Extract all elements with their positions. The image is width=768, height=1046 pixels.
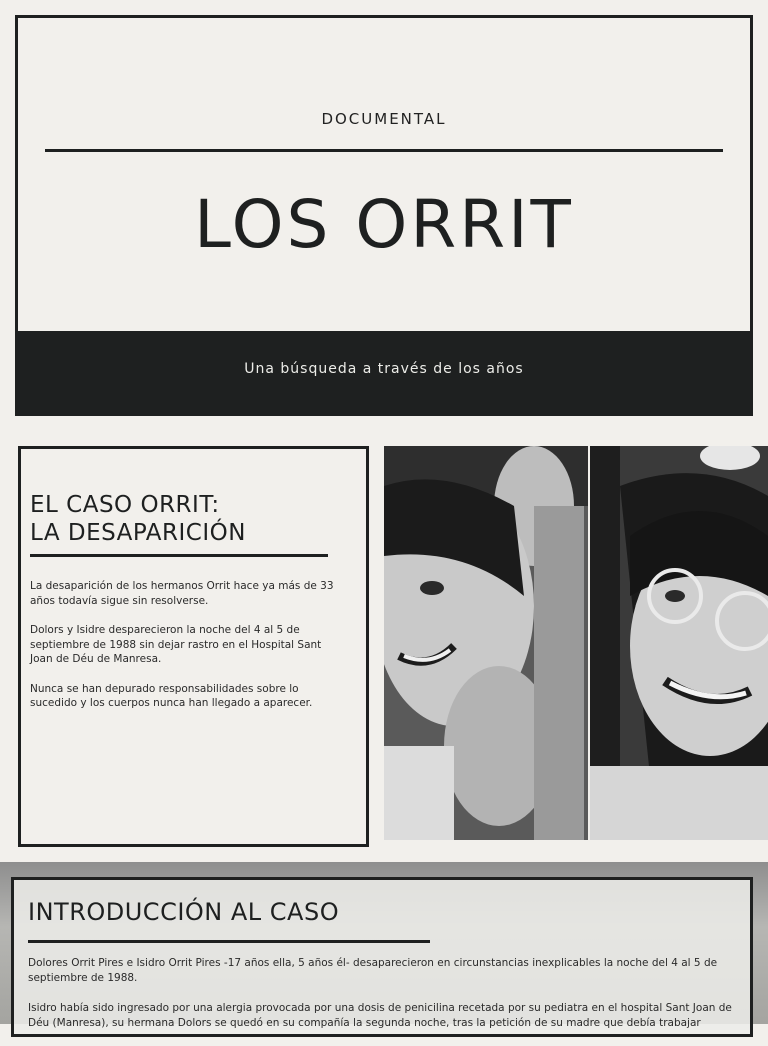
case-title-line1: EL CASO ORRIT: bbox=[30, 492, 220, 518]
document-title: LOS ORRIT bbox=[194, 186, 574, 263]
header-card bbox=[15, 15, 753, 416]
photo-boy bbox=[384, 446, 588, 840]
intro-paragraph: Dolores Orrit Pires e Isidro Orrit Pires -17 años ella, 5 años él- desaparecieron en circunstancias inexplicables la noche del 4 al 5 de septiembre de 1988. bbox=[28, 957, 718, 984]
case-body bbox=[30, 579, 340, 726]
case-paragraph: Nunca se han depurado responsabilidades sobre lo sucedido y los cuerpos nunca han llegado a aparecer. bbox=[30, 682, 313, 709]
header-divider bbox=[45, 149, 723, 152]
case-paragraph: Dolors y Isidre desparecieron la noche del 4 al 5 de septiembre de 1988 sin dejar rastro en el Hospital Sant Joan de Déu de Manresa. bbox=[30, 624, 322, 665]
intro-divider bbox=[28, 940, 430, 943]
subtitle-text: Una búsqueda a través de los años bbox=[244, 361, 524, 377]
kicker-label: DOCUMENTAL bbox=[321, 110, 447, 128]
intro-body bbox=[28, 956, 738, 1046]
case-card bbox=[18, 446, 369, 847]
subtitle-band bbox=[18, 331, 750, 413]
intro-paragraph: Isidro había sido ingresado por una alergia provocada por una dosis de penicilina recetada por su pediatra en el hospital Sant Joan de Déu (Manresa), su hermana Dolors se quedó en su compañía la segunda noche, tras la petición de su madre que debía trabajar bbox=[28, 1002, 732, 1029]
case-title bbox=[30, 491, 350, 547]
case-paragraph: La desaparición de los hermanos Orrit hace ya más de 33 años todavía sigue sin resolverse. bbox=[30, 580, 334, 607]
case-title-line2: LA DESAPARICIÓN bbox=[30, 520, 246, 546]
photo-girl bbox=[590, 446, 768, 840]
intro-title: INTRODUCCIÓN AL CASO bbox=[28, 898, 340, 926]
case-divider bbox=[30, 554, 328, 557]
intro-card bbox=[11, 877, 753, 1037]
